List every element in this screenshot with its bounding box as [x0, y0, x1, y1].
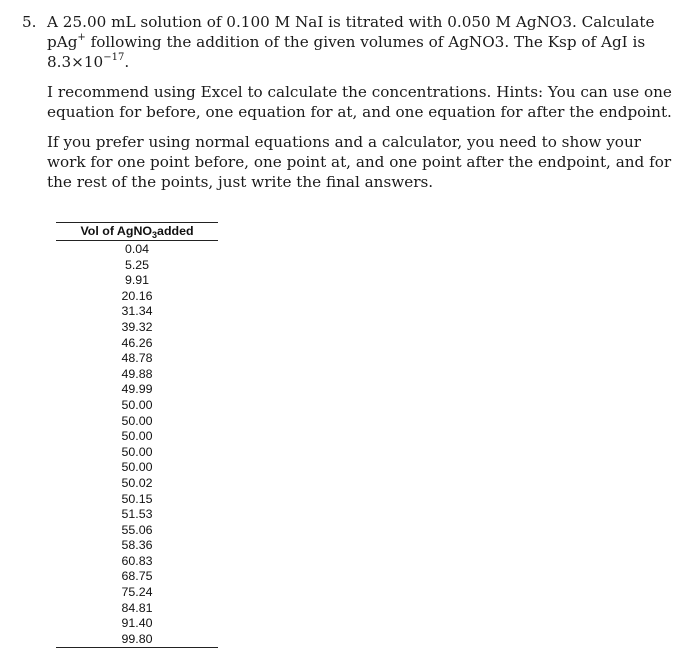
table-row: 50.02: [121, 475, 153, 490]
volume-table: [56, 222, 218, 648]
problem-line1-exponent: −17: [103, 51, 125, 63]
table-row: 99.80: [121, 631, 153, 646]
problem-paragraph-1: [47, 12, 672, 72]
table-row: 75.24: [121, 585, 153, 600]
table-row: 31.34: [121, 304, 153, 319]
table-row: 50.00: [121, 397, 153, 412]
table-row: 51.53: [121, 507, 153, 522]
table-row: 50.00: [121, 413, 153, 428]
problem-line1-end: .: [124, 53, 130, 71]
problem-line1-mid: following the addition of the given volumes of AgNO3. The Ksp of AgI is 8.3×10: [47, 33, 646, 71]
table-row: 50.00: [121, 444, 153, 459]
table-header-subscript: 3: [152, 230, 158, 240]
table-rows: [56, 241, 218, 647]
table-bottom-rule: [56, 647, 218, 648]
table-header-prefix: Vol of AgNO: [80, 224, 153, 238]
problem-statement: [22, 12, 672, 202]
table-row: 46.26: [121, 335, 153, 350]
table-row: 60.83: [121, 553, 153, 568]
table-row: 5.25: [124, 257, 150, 272]
problem-paragraph-2: I recommend using Excel to calculate the concentrations. Hints: You can use one equation for before, one equation for at, and one equation for after the endpoint.: [47, 83, 672, 121]
problem-line1-sup: +: [77, 31, 86, 43]
table-row: 9.91: [124, 273, 150, 288]
table-row: 48.78: [121, 351, 153, 366]
table-row: 58.36: [121, 538, 153, 553]
table-header-suffix: added: [157, 224, 194, 238]
table-row: 55.06: [121, 522, 153, 537]
table-row: 50.00: [121, 460, 153, 475]
table-row: 0.04: [124, 242, 150, 256]
problem-number: 5.: [22, 13, 37, 31]
table-row: 84.81: [121, 600, 153, 615]
problem-paragraph-3: If you prefer using normal equations and a calculator, you need to show your work for one point before, one point at, and one point after the endpoint, and for the rest of the points, just write the final answers.: [47, 133, 672, 191]
table-row: 39.32: [121, 319, 153, 334]
table-row: 50.15: [121, 491, 153, 506]
table-row: 49.99: [121, 382, 153, 397]
table-row: 50.00: [121, 429, 153, 444]
table-row: 91.40: [121, 616, 153, 631]
table-row: 68.75: [121, 569, 153, 584]
problem-line1-prefix: A 25.00 mL solution of 0.100 M NaI is titrated with 0.050 M AgNO3. Calculate pAg: [47, 13, 655, 51]
table-header: [56, 223, 218, 240]
table-row: 49.88: [121, 366, 153, 381]
table-row: 20.16: [121, 288, 153, 303]
